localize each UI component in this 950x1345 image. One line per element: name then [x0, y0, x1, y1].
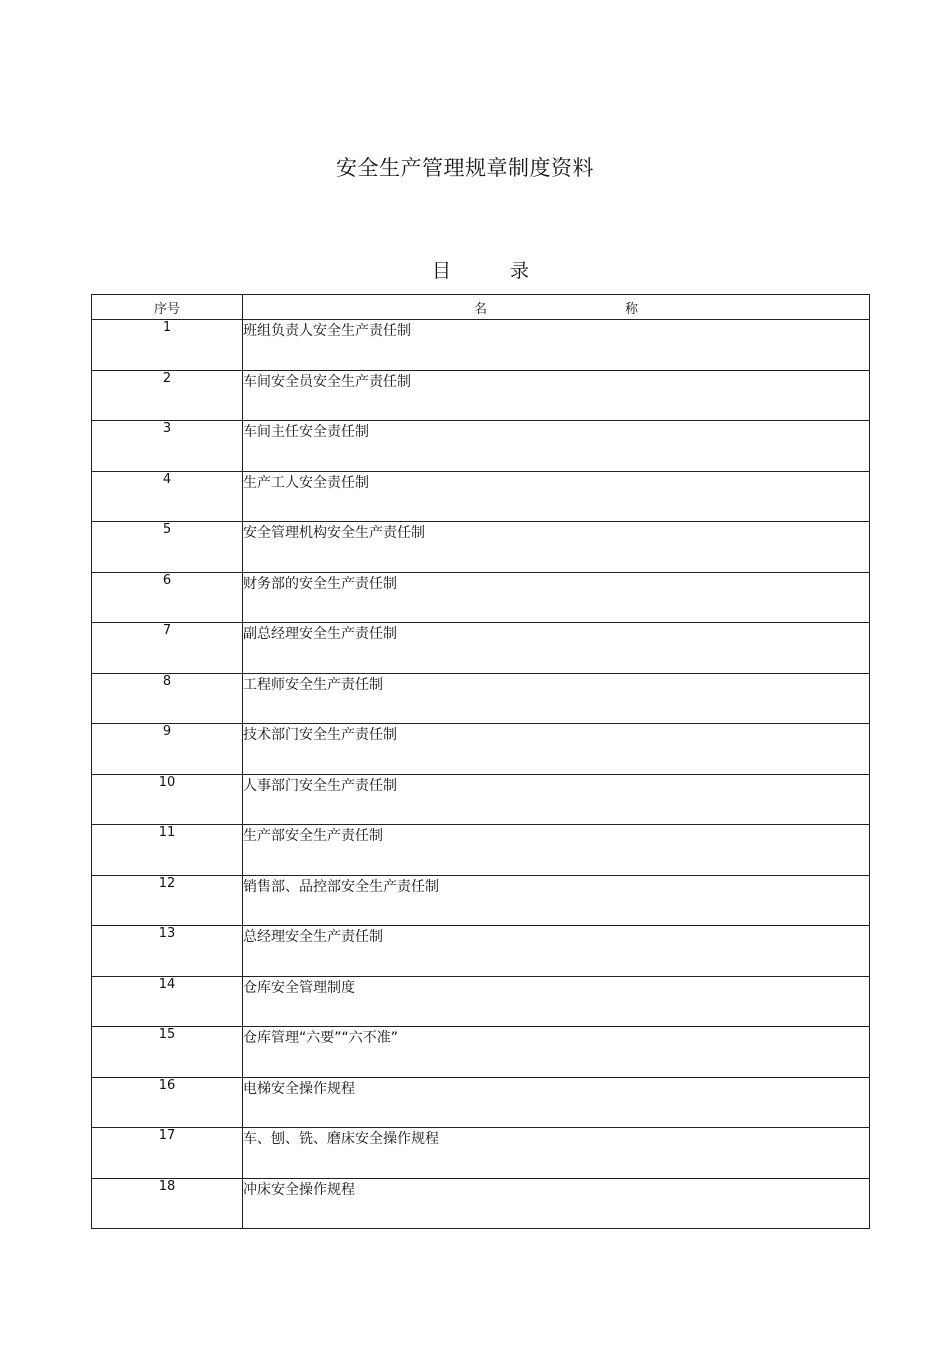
row-name: 人事部门安全生产责任制 [243, 774, 870, 825]
row-name: 仓库管理“六要”“六不准” [243, 1027, 870, 1078]
row-number: 18 [92, 1178, 243, 1229]
table-row [92, 1027, 870, 1078]
row-name: 生产部安全生产责任制 [243, 825, 870, 876]
row-name: 安全管理机构安全生产责任制 [243, 522, 870, 573]
row-name: 冲床安全操作规程 [243, 1178, 870, 1229]
row-name: 车、刨、铣、磨床安全操作规程 [243, 1128, 870, 1179]
table-row [92, 370, 870, 421]
table-row [92, 1077, 870, 1128]
row-name: 车间安全员安全生产责任制 [243, 370, 870, 421]
table-row [92, 522, 870, 573]
table-row [92, 1178, 870, 1229]
table-row [92, 471, 870, 522]
row-number: 5 [92, 522, 243, 573]
table-row [92, 1128, 870, 1179]
header-name-char-2: 称 [625, 302, 639, 317]
row-number: 11 [92, 825, 243, 876]
row-name: 财务部的安全生产责任制 [243, 572, 870, 623]
row-name: 班组负责人安全生产责任制 [243, 320, 870, 371]
row-number: 17 [92, 1128, 243, 1179]
row-name: 生产工人安全责任制 [243, 471, 870, 522]
header-name [243, 295, 870, 320]
row-name: 副总经理安全生产责任制 [243, 623, 870, 674]
row-number: 16 [92, 1077, 243, 1128]
toc-table [91, 294, 870, 1229]
toc-heading-char-1: 目 [432, 260, 452, 282]
row-name: 电梯安全操作规程 [243, 1077, 870, 1128]
row-number: 14 [92, 976, 243, 1027]
document-title: 安全生产管理规章制度资料 [336, 156, 594, 180]
row-number: 12 [92, 875, 243, 926]
table-row [92, 724, 870, 775]
row-number: 2 [92, 370, 243, 421]
row-name: 车间主任安全责任制 [243, 421, 870, 472]
table-row [92, 623, 870, 674]
row-name: 技术部门安全生产责任制 [243, 724, 870, 775]
toc-header-row [92, 295, 870, 320]
toc-heading [430, 256, 540, 280]
row-number: 13 [92, 926, 243, 977]
toc-heading-char-2: 录 [510, 260, 530, 282]
row-number: 3 [92, 421, 243, 472]
table-row [92, 673, 870, 724]
row-number: 4 [92, 471, 243, 522]
row-number: 1 [92, 320, 243, 371]
row-number: 7 [92, 623, 243, 674]
table-row [92, 320, 870, 371]
header-number: 序号 [92, 295, 243, 320]
table-row [92, 825, 870, 876]
table-row [92, 572, 870, 623]
row-number: 9 [92, 724, 243, 775]
table-row [92, 421, 870, 472]
row-name: 销售部、品控部安全生产责任制 [243, 875, 870, 926]
row-number: 10 [92, 774, 243, 825]
row-number: 6 [92, 572, 243, 623]
table-row [92, 926, 870, 977]
table-row [92, 774, 870, 825]
row-name: 总经理安全生产责任制 [243, 926, 870, 977]
row-name: 仓库安全管理制度 [243, 976, 870, 1027]
table-row [92, 976, 870, 1027]
row-number: 15 [92, 1027, 243, 1078]
row-number: 8 [92, 673, 243, 724]
table-row [92, 875, 870, 926]
header-name-char-1: 名 [474, 302, 488, 317]
row-name: 工程师安全生产责任制 [243, 673, 870, 724]
